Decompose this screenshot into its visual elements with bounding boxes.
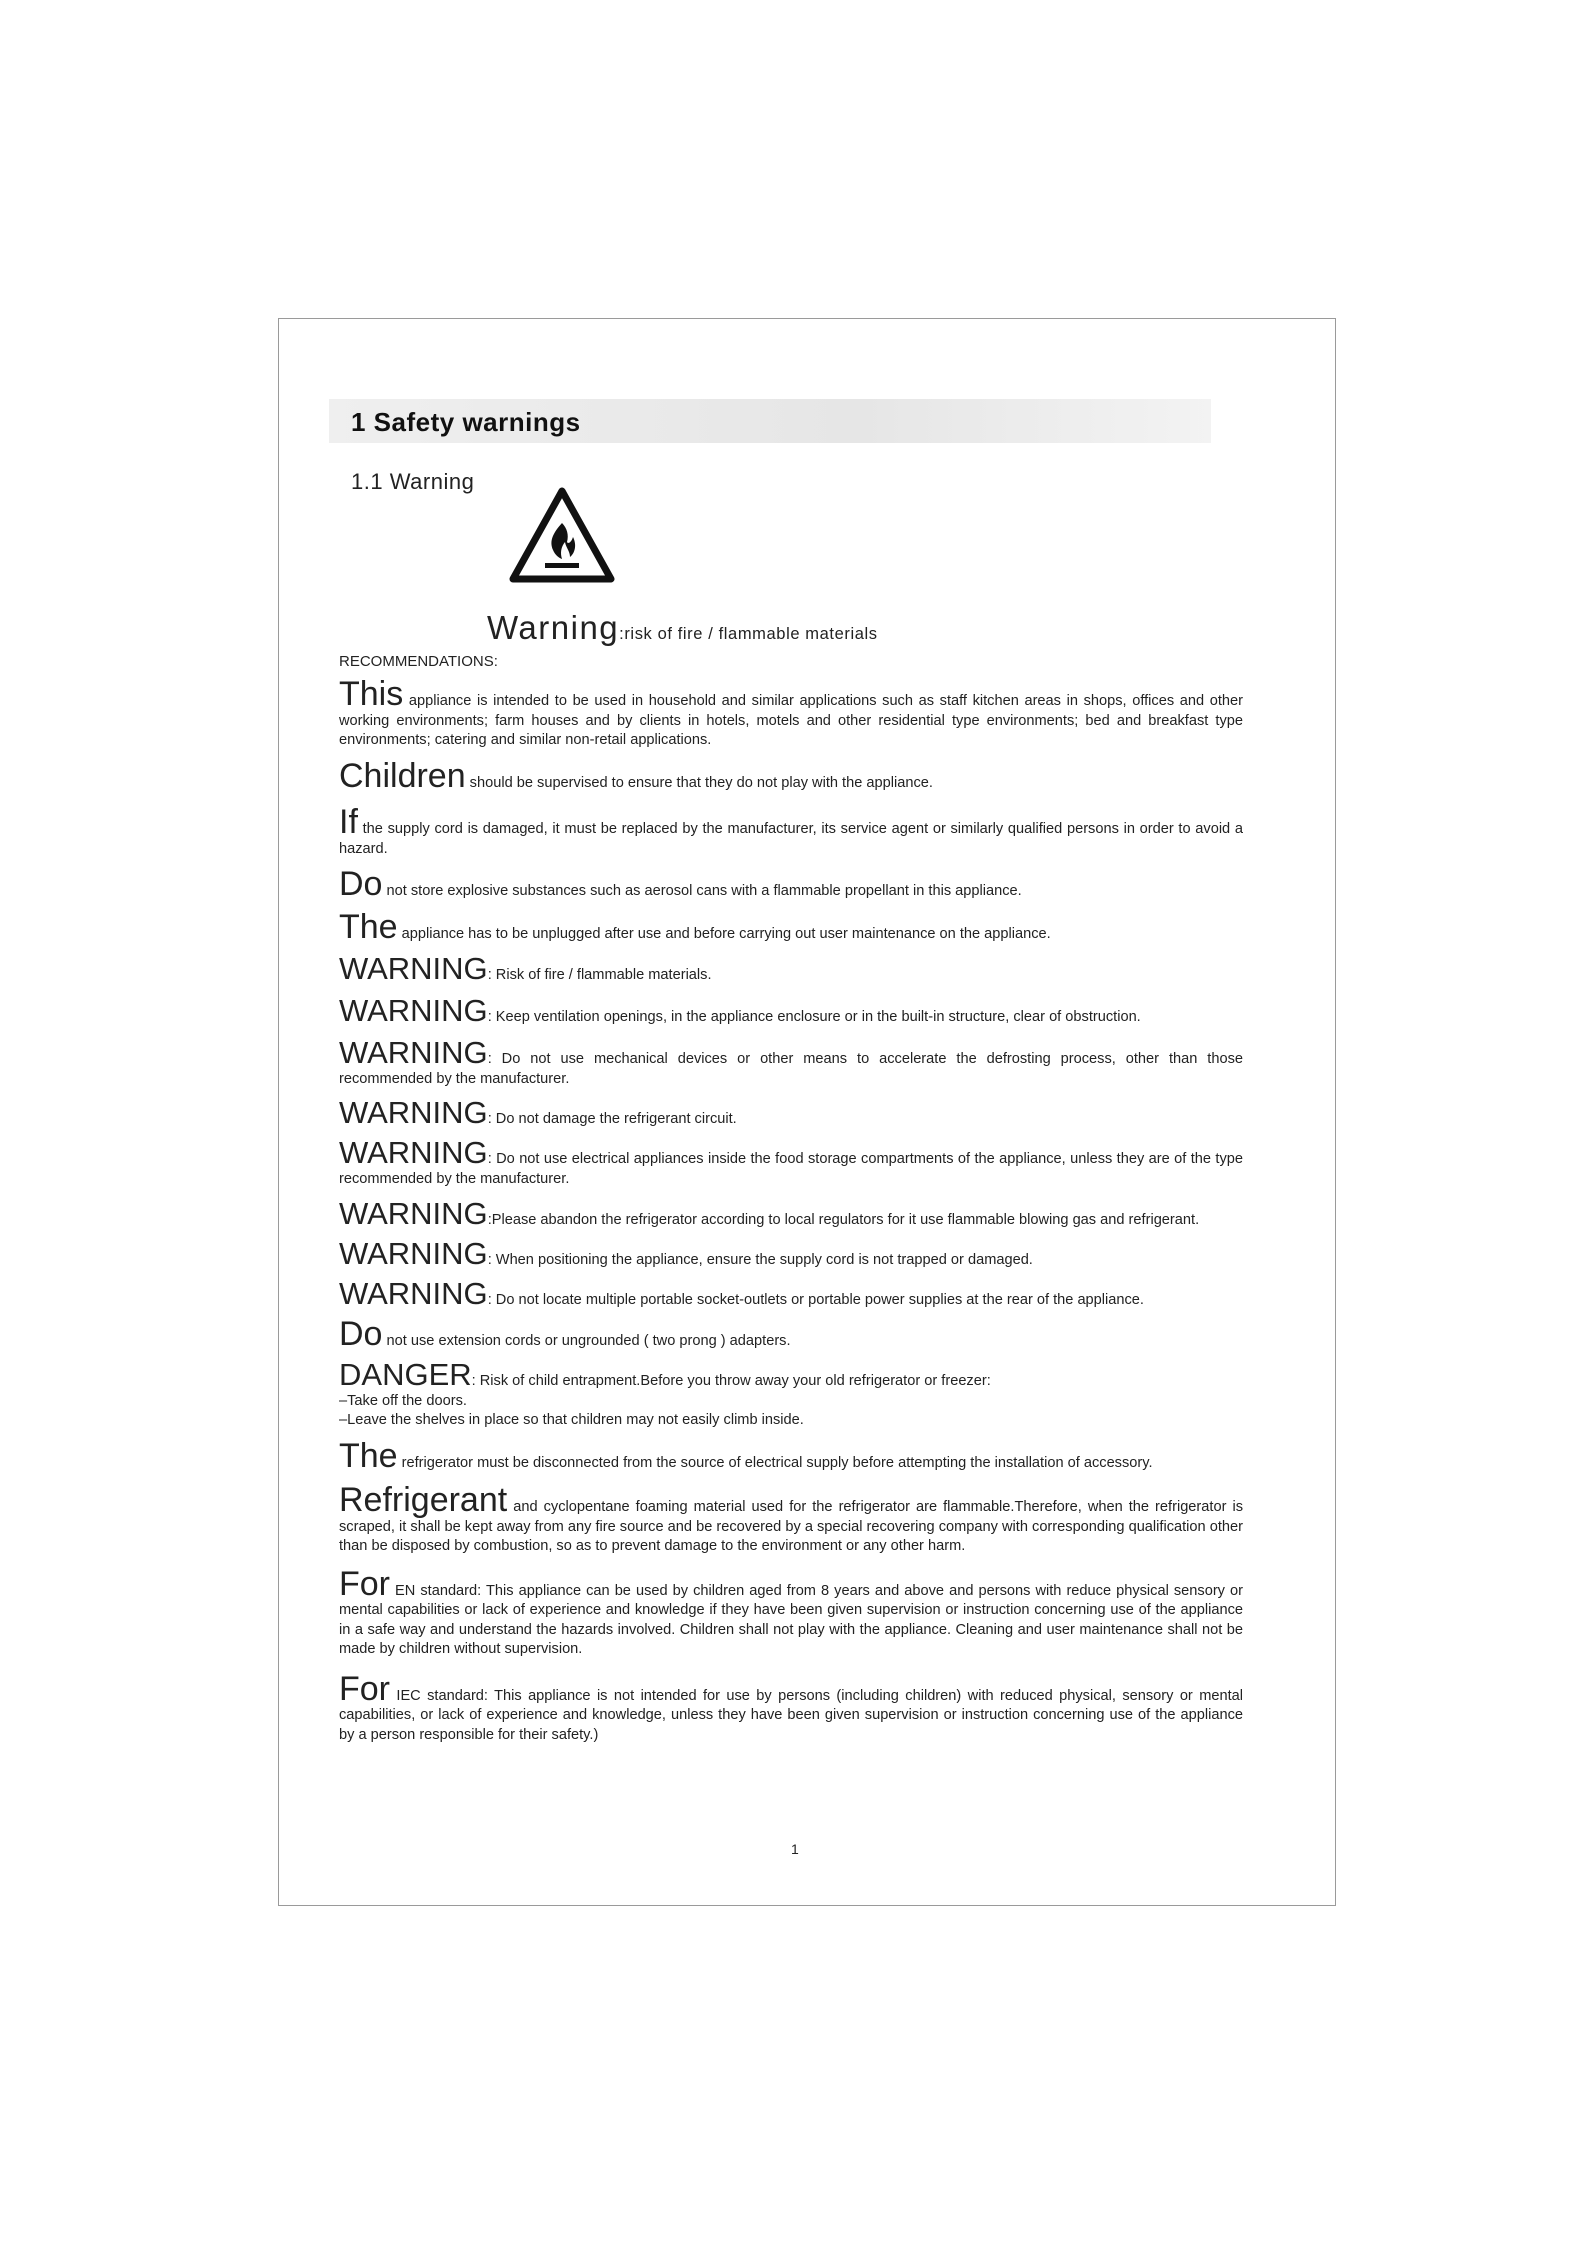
warning-ventilation — [339, 994, 1243, 1028]
warning-abandon — [339, 1197, 1243, 1231]
safety-paragraphs — [339, 671, 1243, 1745]
paragraph-lead: WARNING — [339, 1035, 488, 1070]
paragraph-lead: WARNING — [339, 1134, 488, 1170]
paragraph-lead: Do — [339, 865, 383, 903]
warning-supply-cord — [339, 1237, 1243, 1271]
paragraph-text: : Do not use mechanical devices or other means to accelerate the defrosting process, other than those recommended by the manufacturer. — [339, 1051, 1243, 1087]
page-frame — [278, 318, 1336, 1906]
paragraph-lead: WARNING — [339, 1276, 488, 1311]
warning-caption-big: Warning — [487, 609, 620, 646]
paragraph-en-standard — [339, 1564, 1243, 1660]
paragraph-text: IEC standard: This appliance is not intended for use by persons (including children) with reduced physical, sensory or mental capabilities, or lack of experience and knowledge, unless they have been given supervision or instruction concerning use of the appliance by a person responsible for their safety.) — [339, 1687, 1243, 1743]
paragraph-text: : Keep ventilation openings, in the appliance enclosure or in the built-in structure, clear of obstruction. — [487, 1009, 1141, 1025]
paragraph-lead: For — [339, 1564, 390, 1603]
paragraph-do-extension — [339, 1317, 1243, 1352]
danger-item-shelves: –Leave the shelves in place so that children may not easily climb inside. — [339, 1412, 804, 1428]
paragraph-lead: Refrigerant — [339, 1481, 508, 1519]
danger-entrapment — [339, 1358, 1243, 1392]
paragraph-text: not store explosive substances such as aerosol cans with a flammable propellant in this appliance. — [382, 883, 1022, 899]
paragraph-the-unplug — [339, 907, 1243, 946]
paragraph-this — [339, 677, 1243, 751]
paragraph-lead: DANGER — [339, 1356, 472, 1392]
paragraph-text: EN standard: This appliance can be used by children aged from 8 years and above and persons with reduce physical sensory or mental capabilities or lack of experience and knowledge if they have been given supervision or instruction concerning use of the appliance in a safe way and understand the hazards involved. Children shall not play with the appliance. Cleaning and user maintenance shall not be made by children without supervision. — [339, 1582, 1243, 1657]
paragraph-text: should be supervised to ensure that they do not play with the appliance. — [465, 774, 933, 791]
paragraph-lead: WARNING — [339, 1236, 488, 1271]
paragraph-iec-standard — [339, 1669, 1243, 1746]
paragraph-lead: Children — [339, 756, 466, 795]
paragraph-lead: For — [339, 1669, 390, 1708]
warning-defrost — [339, 1036, 1243, 1090]
recommendations-label: RECOMMENDATIONS: — [339, 653, 498, 670]
paragraph-lead: Do — [339, 1315, 383, 1353]
paragraph-text: : Do not locate multiple portable socket-outlets or portable power supplies at the rear of the appliance. — [487, 1292, 1144, 1308]
paragraph-text: and cyclopentane foaming material used for the refrigerator are flammable.Therefore, when the refrigerator is scraped, it shall be kept away from any fire source and be recovered by a special recovering company with corresponding qualification other than be disposed by combustion, so as to prevent damage to the environment or any other harm. — [339, 1499, 1243, 1554]
paragraph-lead: WARNING — [339, 1094, 488, 1130]
warning-electrical-appliances — [339, 1136, 1243, 1190]
paragraph-lead: If — [339, 803, 358, 841]
danger-item-doors: –Take off the doors. — [339, 1392, 467, 1409]
paragraph-lead: WARNING — [339, 1196, 488, 1231]
paragraph-the-disconnect — [339, 1436, 1243, 1475]
paragraph-children — [339, 756, 1243, 795]
paragraph-refrigerant — [339, 1483, 1243, 1557]
subsection-title: 1.1 Warning — [351, 469, 475, 494]
paragraph-lead: The — [339, 907, 398, 946]
paragraph-lead: The — [339, 1436, 398, 1475]
paragraph-text: appliance has to be unplugged after use and before carrying out user maintenance on the appliance. — [397, 925, 1051, 942]
paragraph-text: : Do not use electrical appliances inside the food storage compartments of the appliance, unless they are of the type recommended by the manufacturer. — [339, 1150, 1243, 1187]
paragraph-if — [339, 805, 1243, 859]
paragraph-text: : When positioning the appliance, ensure the supply cord is not trapped or damaged. — [487, 1252, 1033, 1268]
paragraph-lead: WARNING — [339, 951, 488, 986]
warning-socket-outlets — [339, 1277, 1243, 1311]
paragraph-text: : Risk of child entrapment.Before you throw away your old refrigerator or freezer: — [471, 1372, 991, 1389]
warning-caption — [487, 609, 878, 647]
paragraph-text: : Do not damage the refrigerant circuit. — [487, 1110, 737, 1127]
warning-refrigerant-circuit — [339, 1096, 1243, 1130]
paragraph-text: :Please abandon the refrigerator according to local regulators for it use flammable blowing gas and refrigerant. — [487, 1212, 1200, 1228]
paragraph-lead: WARNING — [339, 993, 488, 1028]
paragraph-text: : Risk of fire / flammable materials. — [487, 967, 712, 983]
page-number: 1 — [791, 1841, 799, 1857]
section-title: 1 Safety warnings — [351, 407, 581, 437]
paragraph-lead: This — [339, 675, 404, 713]
warning-caption-small: :risk of fire / flammable materials — [619, 625, 878, 643]
paragraph-text: the supply cord is damaged, it must be replaced by the manufacturer, its service agent or similarly qualified persons in order to avoid a hazard. — [339, 821, 1243, 857]
flammable-warning-icon — [509, 487, 615, 583]
paragraph-text: refrigerator must be disconnected from the source of electrical supply before attempting the installation of accessory. — [397, 1454, 1153, 1471]
paragraph-text: not use extension cords or ungrounded ( two prong ) adapters. — [382, 1333, 791, 1349]
warning-fire — [339, 952, 1243, 986]
paragraph-do-store — [339, 867, 1243, 902]
paragraph-text: appliance is intended to be used in household and similar applications such as staff kitchen areas in shops, offices and other working environments; farm houses and by clients in hotels, motels and other residential type environments; bed and breakfast type environments; catering and similar non-retail applications. — [339, 693, 1243, 748]
